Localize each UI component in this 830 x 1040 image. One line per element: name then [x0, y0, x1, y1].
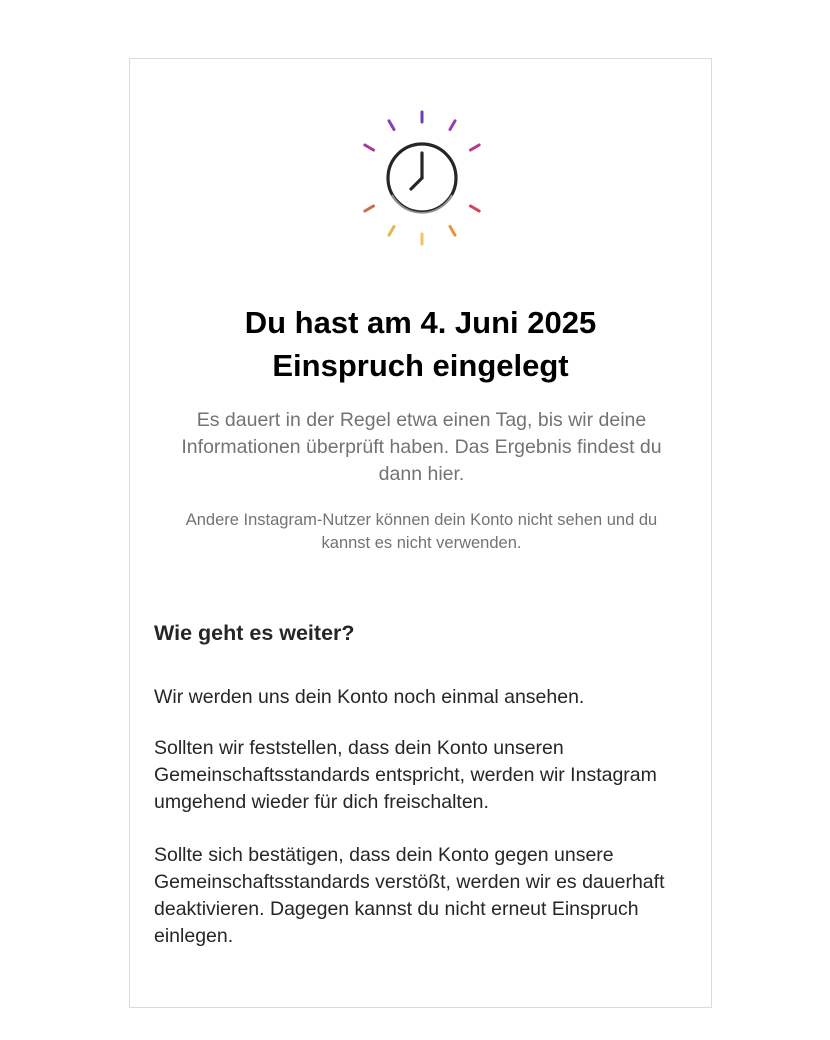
clock-ray: [450, 121, 455, 130]
next-steps-paragraph-2: Sollten wir feststellen, dass dein Konto unseren Gemeinschaftsstandards entspricht, werden wir Instagram umgehend wieder für dich freischalten.: [154, 737, 657, 813]
next-steps-heading: Wie geht es weiter?: [154, 621, 355, 645]
next-steps-paragraph-1: Wir werden uns dein Konto noch einmal ansehen.: [154, 686, 585, 708]
clock-icon: [352, 107, 492, 247]
clock-ray: [389, 121, 394, 130]
clock-ray: [389, 227, 394, 236]
clock-ray: [450, 227, 455, 236]
appeal-status-card: [129, 58, 712, 1008]
next-steps-paragraph-3: Sollte sich bestätigen, dass dein Konto gegen unsere Gemeinschaftsstandards verstößt, werden wir es dauerhaft deaktivieren. Dagegen kannst du nicht erneut Einspruch einlegen.: [154, 844, 665, 947]
clock-ray: [471, 145, 480, 150]
clock-ray: [365, 206, 374, 211]
account-hidden-note: Andere Instagram-Nutzer können dein Konto nicht sehen und du kannst es nicht verwenden.: [185, 511, 658, 552]
clock-ray: [471, 206, 480, 211]
title-line-2: Einspruch eingelegt: [272, 348, 569, 383]
review-duration-text: Es dauert in der Regel etwa einen Tag, bis wir deine Informationen überprüft haben. Das Ergebnis findest du dann hier.: [181, 409, 662, 485]
clock-illustration: [352, 107, 492, 247]
clock-ray: [365, 145, 374, 150]
page-title: [130, 301, 711, 387]
title-line-1: Du hast am 4. Juni 2025: [244, 305, 597, 340]
